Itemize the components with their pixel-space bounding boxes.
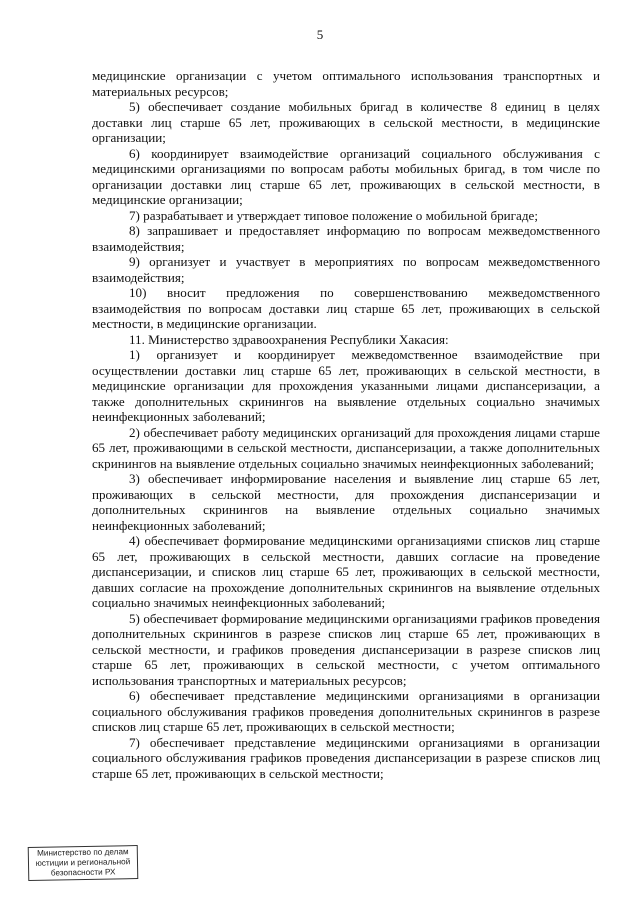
paragraph: 9) организует и участвует в мероприятиях по вопросам межведомственного взаимодействия;: [92, 254, 600, 285]
paragraph: 4) обеспечивает формирование медицинскими организациями списков лиц старше 65 лет, проживающих в сельской местности, давших согласие на проведение диспансеризации, и списков лиц старше 65 лет, проживающих в сельской местности, давших согласие на прохождение дополнительных скринингов на выявление отдельных социально значимых неинфекционных заболеваний;: [92, 533, 600, 610]
paragraph: 3) обеспечивает информирование населения и выявление лиц старше 65 лет, проживающих в сельской местности, для прохождения диспансеризации и дополнительных скринингов на выявление отдельных социально значимых неинфекционных заболеваний;: [92, 471, 600, 533]
paragraph: медицинские организации с учетом оптимального использования транспортных и материальных ресурсов;: [92, 68, 600, 99]
paragraph: 7) обеспечивает представление медицинскими организациями в организации социального обслуживания графиков проведения диспансеризации в разрезе списков лиц старше 65 лет, проживающих в сельской местности;: [92, 734, 600, 781]
paragraph: 5) обеспечивает формирование медицинскими организациями графиков проведения дополнительных скринингов в разрезе списков лиц старше 65 лет, проживающих в сельской местности, и графиков проведения диспансеризации в разрезе списков лиц старше 65 лет, проживающих в сельской местности, с учетом оптимального использования транспортных и материальных ресурсов;: [92, 610, 600, 688]
paragraph: 1) организует и координирует межведомственное взаимодействие при осуществлении доставки лиц старше 65 лет, проживающих в сельской местности, в медицинские организации для прохождения указанными лицами диспансеризации, а также дополнительных скринингов на выявление отдельных социально значимых неинфекционных заболеваний;: [92, 347, 600, 424]
stamp-line: Министерство по делам: [36, 847, 129, 858]
paragraph: 2) обеспечивает работу медицинских организаций для прохождения лицами старше 65 лет, проживающими в сельской местности, диспансеризации, а также дополнительных скринингов на выявление отдельных социально значимых неинфекционных заболеваний;: [92, 424, 600, 471]
paragraph: 7) разрабатывает и утверждает типовое положение о мобильной бригаде;: [129, 207, 538, 223]
paragraph: 6) обеспечивает представление медицинскими организациями в организации социального обслуживания графиков проведения дополнительных скринингов в разрезе списков лиц старше 65 лет, проживающих в сельской местности;: [92, 688, 600, 734]
document-body: [92, 68, 600, 781]
paragraph: 10) вносит предложения по совершенствованию межведомственного взаимодействия по вопросам доставки лиц старше 65 лет, проживающих в сельской местности, в медицинские организации.: [92, 285, 600, 331]
section-heading: 11. Министерство здравоохранения Республики Хакасия:: [129, 331, 449, 347]
page-number: 5: [316, 27, 324, 42]
stamp-line: юстиции и региональной: [35, 857, 131, 868]
registration-stamp: [28, 845, 139, 881]
paragraph: 8) запрашивает и предоставляет информацию по вопросам межведомственного взаимодействия;: [92, 223, 600, 254]
paragraph: 6) координирует взаимодействие организаций социального обслуживания с медицинскими организациями по вопросам работы мобильных бригад, в том числе по организации доставки лиц старше 65 лет, проживающих в сельской местности, в медицинские организации;: [92, 145, 600, 207]
paragraph: 5) обеспечивает создание мобильных бригад в количестве 8 единиц в целях доставки лиц старше 65 лет, проживающих в сельской местности, в медицинские организации;: [92, 99, 600, 145]
stamp-line: безопасности РХ: [50, 867, 116, 878]
